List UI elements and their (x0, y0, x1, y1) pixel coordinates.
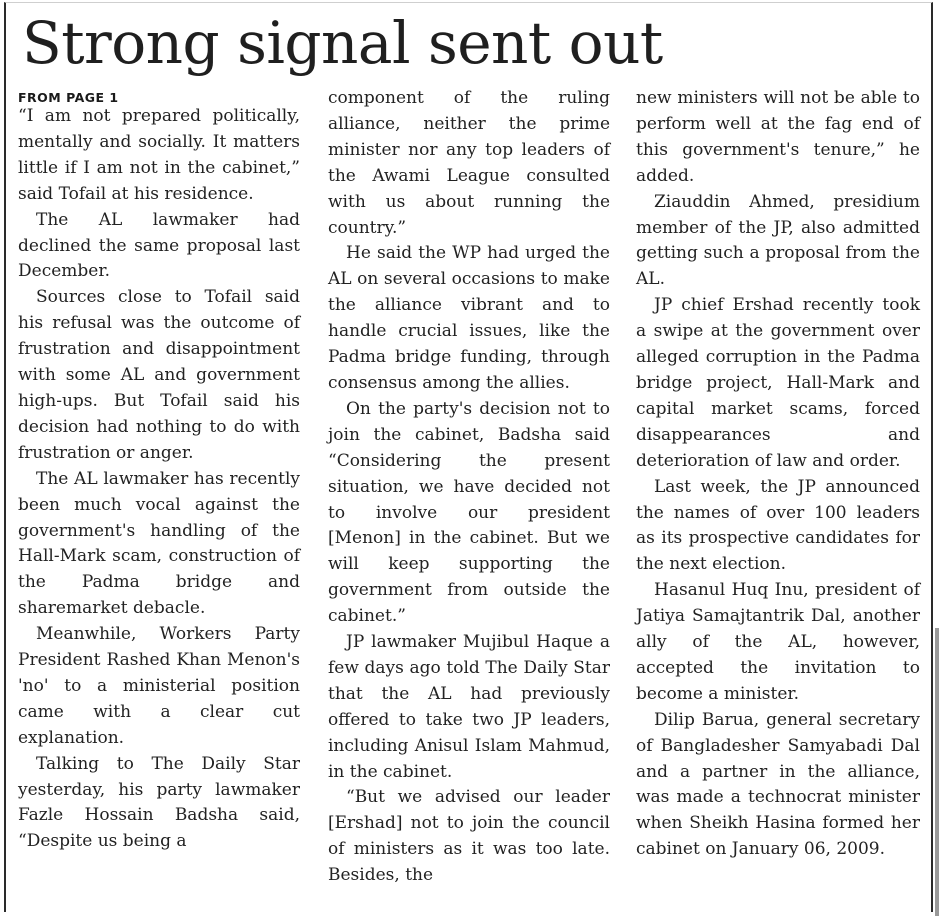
paragraph: JP chief Ershad recently took a swipe at the government over alleged corruption in the Padma bridge project, Hall-Mark and capital market scams, forced disappearances and deterioration of law and order. (636, 295, 920, 471)
paragraph: The AL lawmaker had declined the same proposal last December. (18, 209, 300, 282)
column-3 (636, 90, 920, 863)
paragraph: new ministers will not be able to perform well at the fag end of this government's tenure,” he added. (636, 88, 920, 186)
paragraph: JP lawmaker Mujibul Haque a few days ago told The Daily Star that the AL had previously offered to take two JP leaders, including Anisul Islam Mahmud, in the cabinet. (328, 632, 610, 782)
paragraph: The AL lawmaker has recently been much vocal against the government's handling of the Hall-Mark scam, construction of the Padma bridge and sharemarket debacle. (18, 468, 300, 619)
page-edge-mark (935, 628, 939, 916)
paragraph: Sources close to Tofail said his refusal was the outcome of frustration and disappointment with some AL and government high-ups. But Tofail said his decision had nothing to do with frustration or anger. (18, 287, 300, 463)
column-2 (328, 90, 610, 889)
paragraph: Talking to The Daily Star yesterday, his party lawmaker Fazle Hossain Badsha said, “Despite us being a (18, 753, 300, 852)
paragraph: Hasanul Huq Inu, president of Jatiya Samajtantrik Dal, another ally of the AL, however, accepted the invitation to become a minister. (636, 580, 920, 704)
paragraph: Last week, the JP announced the names of over 100 leaders as its prospective candidates for the next election. (636, 476, 920, 575)
paragraph: “But we advised our leader [Ershad] not to join the council of ministers as it was too late. Besides, the (328, 787, 610, 886)
paragraph: Dilip Barua, general secretary of Bangladesher Samyabadi Dal and a partner in the alliance, was made a technocrat minister when Sheikh Hasina formed her cabinet on January 06, 2009. (636, 709, 920, 860)
article-body (0, 90, 939, 916)
paragraph: component of the ruling alliance, neither the prime minister nor any top leaders of the Awami League consulted with us about running the country.” (328, 88, 610, 238)
paragraph: Ziauddin Ahmed, presidium member of the JP, also admitted getting such a proposal from the AL. (636, 191, 920, 290)
column-1 (18, 90, 300, 855)
continued-from-kicker: FROM PAGE 1 (18, 90, 119, 105)
headline: Strong signal sent out (22, 9, 663, 77)
paragraph: He said the WP had urged the AL on several occasions to make the alliance vibrant and to handle crucial issues, like the Padma bridge funding, through consensus among the allies. (328, 243, 610, 393)
paragraph: “I am not prepared politically, mentally and socially. It matters little if I am not in the cabinet,” said Tofail at his residence. (18, 106, 300, 204)
paragraph: On the party's decision not to join the cabinet, Badsha said “Considering the present situation, we have decided not to involve our president [Menon] in the cabinet. But we will keep supporting the government from outside the cabinet.” (328, 398, 610, 627)
paragraph: Meanwhile, Workers Party President Rashed Khan Menon's 'no' to a ministerial position came with a clear cut explanation. (18, 624, 300, 748)
